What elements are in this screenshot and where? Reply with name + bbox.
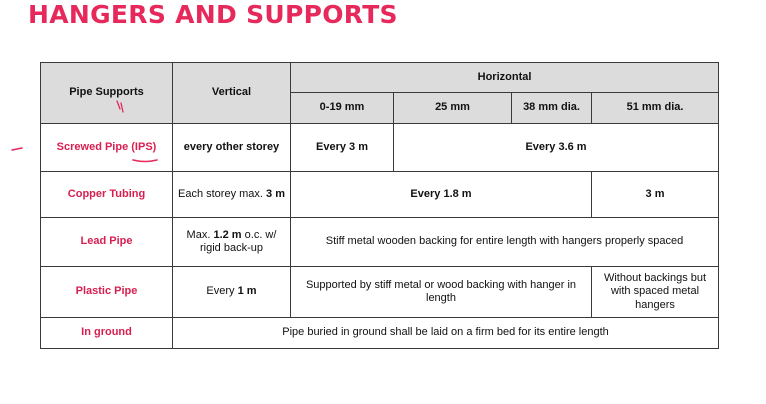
table-row bbox=[41, 172, 719, 218]
cell-plastic-vertical-pre: Every bbox=[206, 285, 238, 298]
row-label-in-ground: In ground bbox=[41, 318, 173, 349]
cell-lead-vertical-pre: Max. bbox=[186, 228, 214, 241]
annotation-dash-mark bbox=[12, 148, 22, 150]
header-size-25: 25 mm bbox=[394, 93, 512, 124]
cell-screwed-horizontal-small: Every 3 m bbox=[291, 124, 394, 172]
table-row bbox=[41, 218, 719, 267]
cell-screwed-horizontal-rest: Every 3.6 m bbox=[394, 124, 719, 172]
cell-plastic-vertical bbox=[173, 267, 291, 318]
header-size-51: 51 mm dia. bbox=[592, 93, 719, 124]
row-label-copper-tubing: Copper Tubing bbox=[41, 172, 173, 218]
table-row bbox=[41, 124, 719, 172]
table-row bbox=[41, 267, 719, 318]
row-label-plastic-pipe: Plastic Pipe bbox=[41, 267, 173, 318]
header-size-0-19: 0-19 mm bbox=[291, 93, 394, 124]
cell-copper-vertical-text: Each storey max. bbox=[177, 187, 267, 200]
cell-plastic-horizontal-mid: Supported by stiff metal or wood backing with hanger in length bbox=[291, 267, 592, 318]
page-title: HANGERS AND SUPPORTS bbox=[28, 0, 398, 29]
table-row bbox=[41, 318, 719, 349]
cell-screwed-vertical: every other storey bbox=[173, 124, 291, 172]
cell-plastic-vertical-value: 1 m bbox=[237, 285, 257, 298]
cell-copper-vertical-value: 3 m bbox=[266, 187, 285, 200]
cell-lead-vertical-value: 1.2 m bbox=[213, 228, 242, 241]
header-pipe-supports: Pipe Supports bbox=[41, 63, 173, 124]
header-horizontal: Horizontal bbox=[291, 63, 719, 93]
header-vertical: Vertical bbox=[173, 63, 291, 124]
row-label-lead-pipe: Lead Pipe bbox=[41, 218, 173, 267]
cell-lead-vertical bbox=[173, 218, 291, 267]
cell-lead-vertical-post: o.c. w/ rigid back-up bbox=[200, 228, 277, 254]
cell-copper-horizontal-last: 3 m bbox=[592, 172, 719, 218]
hangers-supports-table bbox=[40, 62, 719, 349]
cell-copper-horizontal-mid: Every 1.8 m bbox=[291, 172, 592, 218]
cell-copper-vertical bbox=[173, 172, 291, 218]
cell-inground-all: Pipe buried in ground shall be laid on a firm bed for its entire length bbox=[173, 318, 719, 349]
cell-plastic-horizontal-last: Without backings but with spaced metal hangers bbox=[592, 267, 719, 318]
row-label-screwed-pipe: Screwed Pipe (IPS) bbox=[41, 124, 173, 172]
cell-lead-horizontal: Stiff metal wooden backing for entire length with hangers properly spaced bbox=[291, 218, 719, 267]
header-size-38: 38 mm dia. bbox=[512, 93, 592, 124]
